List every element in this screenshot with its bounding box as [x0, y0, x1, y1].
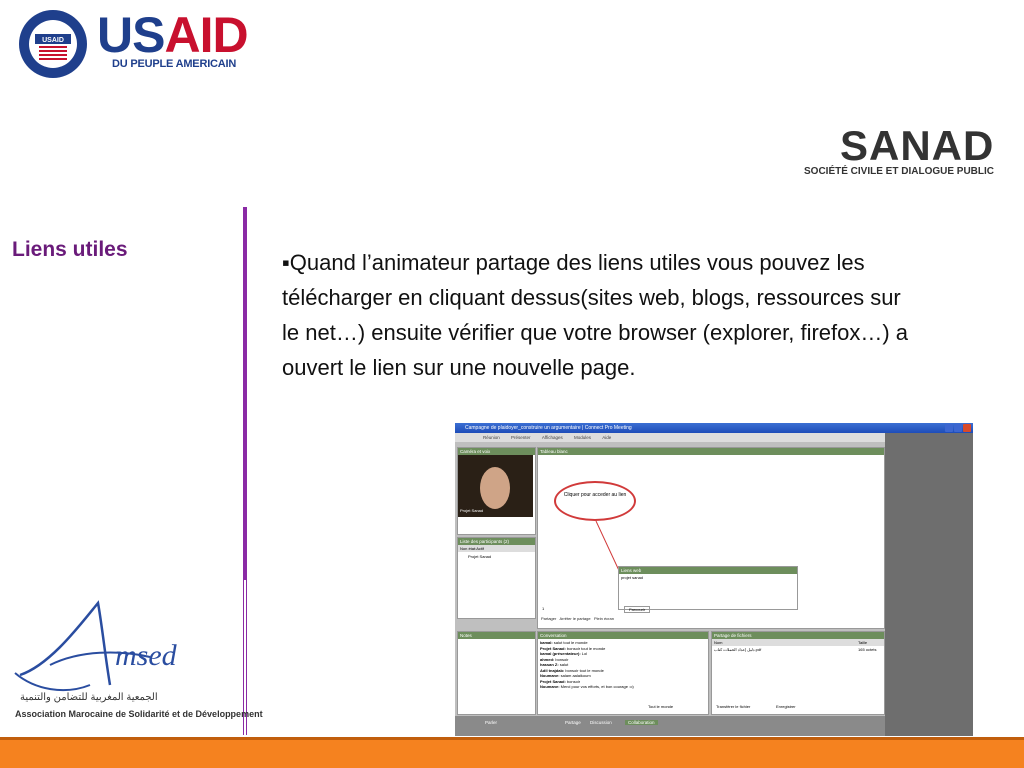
menu-item[interactable]: Aide: [602, 435, 612, 440]
right-panel: [885, 433, 973, 736]
usaid-wordmark: USAID: [97, 7, 248, 63]
camera-pod: Caméra et voix Projet Sanad: [457, 447, 536, 535]
chat-line: Adil tnajdab: bonsoir tout le monde: [540, 667, 604, 673]
discussion-tab[interactable]: Discussion: [590, 720, 612, 725]
talk-button[interactable]: Parler: [485, 720, 498, 725]
chat-line: kamal: salut tout le monde: [540, 640, 588, 645]
close-icon[interactable]: [963, 424, 971, 432]
usaid-seal-inner-text: USAID: [42, 37, 64, 44]
chat-line: ahmed: bonsoir: [540, 656, 569, 662]
menu-item[interactable]: Réunion: [483, 435, 500, 440]
chat-line: hassan Z: salut: [540, 662, 569, 667]
amsed-logo-word: msed: [115, 639, 177, 672]
menu-item[interactable]: Présenter: [511, 435, 531, 440]
body-paragraph: ▪Quand l’animateur partage des liens utiles vous pouvez les télécharger en cliquant dessus(sites web, blogs, ressources sur le net…) ensuite vérifier que votre browser (explorer, firefox…) a ouvert le lien sur une nouvelle page.: [282, 250, 909, 380]
chat-line: Projet Sanad: bonsoir tout le monde: [540, 645, 606, 651]
fullscreen-button[interactable]: Plein écran: [593, 616, 614, 621]
sanad-wordmark: SANAD: [840, 122, 995, 169]
upload-file-button[interactable]: Transférer le fichier: [716, 704, 751, 709]
chat-line: Noumane: salam aalaikoum: [540, 673, 591, 678]
share-tab[interactable]: Partage: [565, 720, 581, 725]
browse-button[interactable]: Parcourir: [624, 606, 650, 613]
chat-pod: Conversation kamal: salut tout le monde Projet Sanad: bonsoir tout le monde kamal (présentateur): Lol ahmed: bonsoir hassan Z: salut Adil tnajdab: bonsoir tout le monde Noumane: salam aalaikoum Projet Sanad: bonsoir Noumane: Merci pour vos efforts, et bon courage :o) Tout le monde: [537, 631, 709, 715]
chat-line: kamal (présentateur): Lol: [540, 651, 588, 656]
menu-item[interactable]: Affichages: [541, 435, 563, 440]
amsed-logo: [10, 595, 238, 725]
whiteboard-pod: Tableau blanc Cliquer pour acceder au lien Liens web projet sanad 1 Parcourir: [537, 447, 885, 629]
chat-line: Noumane: Merci pour vos efforts, et bon courage :o): [540, 684, 634, 689]
footer-bar: [0, 740, 1024, 768]
menu-bar: [455, 433, 885, 442]
chat-recipient-select[interactable]: Tout le monde: [648, 704, 674, 709]
share-button[interactable]: Partager: [541, 616, 557, 621]
page-number: 1: [542, 606, 545, 611]
share-toolbar: [541, 616, 614, 621]
window-titlebar: Campagne de plaidoyer_construire un argumentaire | Connect Pro Meeting: [455, 423, 973, 433]
sidebar-title: Liens utiles: [12, 238, 128, 261]
callout-ellipse: Cliquer pour acceder au lien: [554, 481, 636, 521]
connect-meeting-screenshot: [455, 423, 973, 736]
collaboration-tab[interactable]: Collaboration: [625, 720, 658, 725]
weblinks-pod: Liens web projet sanad: [618, 566, 798, 610]
files-pod: Partage de fichiers Nom Taille دليل إعداد الحملات كتاب.pdf 165 octets Transférer le fichier Enregistrer: [711, 631, 885, 715]
amsed-french-name: Association Marocaine de Solidarité et de Développement: [15, 709, 263, 719]
sanad-tagline: SOCIÉTÉ CIVILE ET DIALOGUE PUBLIC: [804, 166, 995, 177]
maximize-icon[interactable]: [954, 424, 962, 432]
stop-share-button[interactable]: Arrêter le partage: [559, 616, 591, 621]
chat-line: Projet Sanad: bonsoir: [540, 678, 581, 684]
menu-item[interactable]: Modules: [574, 435, 592, 440]
chat-messages: [538, 639, 708, 691]
attendees-pod: Liste des participants (2) Non état:Actif Projet Sanad: [457, 537, 536, 619]
minimize-icon[interactable]: [945, 424, 953, 432]
weblink-item[interactable]: projet sanad: [621, 575, 644, 580]
file-row[interactable]: دليل إعداد الحملات كتاب.pdf 165 octets: [714, 647, 877, 652]
notes-pod: Notes: [457, 631, 536, 715]
amsed-arabic-name: الجمعية المغربية للتضامن والتنمية: [20, 692, 158, 703]
save-file-button[interactable]: Enregistrer: [776, 704, 796, 709]
usaid-seal-logo: [17, 8, 89, 80]
bottom-toolbar: [455, 716, 885, 736]
usaid-tagline: DU PEUPLE AMERICAIN: [112, 58, 237, 70]
